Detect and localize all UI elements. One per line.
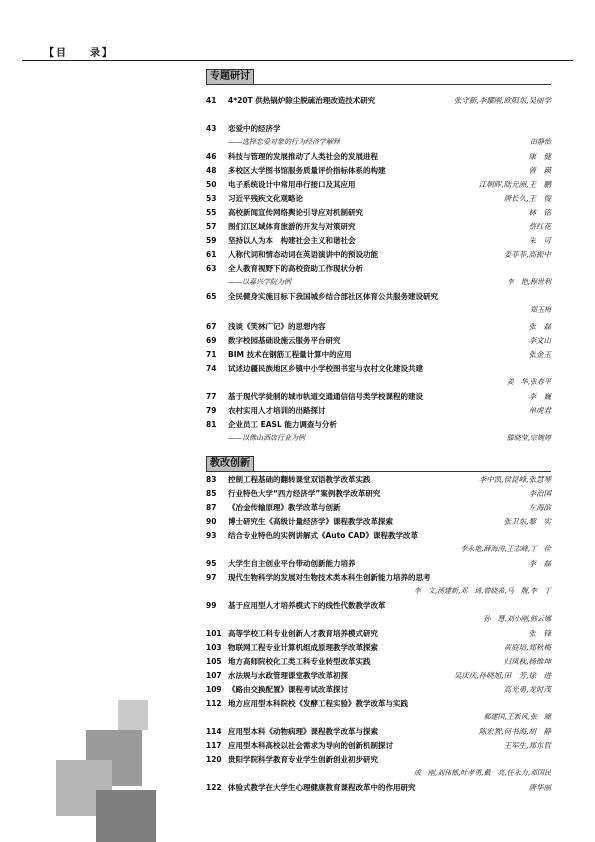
entry-title: 企业员工 EASL 能力调查与分析 [228, 420, 337, 429]
toc-entry[interactable] [206, 671, 551, 681]
page-number: 81 [206, 420, 217, 429]
entry-title: 数字校园基础设施云服务平台研究 [228, 336, 341, 345]
page-number: 79 [206, 406, 217, 415]
entry-title: 高校新闻宣传网络舆论引导应对机制研究 [228, 208, 363, 217]
page-number: 95 [206, 559, 217, 568]
page-number: 53 [206, 194, 217, 203]
page-number: 120 [206, 755, 222, 764]
entry-author: 归凤秋,杨维坤 [503, 657, 551, 666]
section-rule [206, 84, 551, 85]
toc-entry[interactable] [206, 180, 551, 190]
entry-author: 陈宏智,何书海,胡 静 [478, 727, 551, 736]
page-number: 103 [206, 643, 222, 652]
entry-title: 电子系统设计中常用串行接口及其应用 [228, 180, 356, 189]
toc-entry-subline [228, 433, 551, 443]
entry-title: 习近平残疾文化观略论 [228, 194, 303, 203]
toc-entry[interactable] [206, 152, 551, 162]
page-tag-right: 录】 [89, 48, 114, 59]
page-number: 46 [206, 152, 217, 161]
page-tag-left: 【目 [44, 48, 68, 59]
toc-entry[interactable] [206, 406, 551, 416]
entry-author: 姜菲菲,高振中 [503, 250, 551, 259]
page-number: 85 [206, 489, 217, 498]
toc-entry[interactable] [206, 755, 551, 765]
toc-entry[interactable] [206, 208, 551, 218]
entry-author: 姜 华,张春平 [506, 378, 551, 386]
entry-author: 江朝晖,陆元洲,王 鹏 [478, 180, 551, 189]
entry-title: 地方应用型本科院校《发酵工程实验》教学改革与实践 [228, 699, 408, 708]
entry-author: 林 铭 [528, 208, 551, 217]
entry-title: 贵阳学院科学教育专业学生创新创业初步研究 [228, 755, 378, 764]
page-number: 48 [206, 166, 217, 175]
page-number: 71 [206, 350, 217, 359]
header-rule [22, 60, 573, 61]
page-number: 74 [206, 364, 217, 373]
toc-entry[interactable] [206, 392, 551, 402]
page-number: 61 [206, 250, 217, 259]
entry-author: 张 磊 [528, 322, 551, 331]
entry-title: BIM 技术在钢筋工程量计算中的应用 [228, 350, 352, 359]
entry-title: 坚持以人为本 构建社会主义和谐社会 [228, 236, 356, 245]
entry-title: 浅谈《笑林广记》的思想内容 [228, 322, 326, 331]
toc-entry[interactable] [206, 336, 551, 346]
toc-entry[interactable] [206, 643, 551, 653]
entry-author: 张卫东,黎 实 [503, 517, 551, 526]
entry-title: 恋爱中的经济学 [228, 124, 281, 133]
entry-author: 唐华丽 [528, 783, 551, 792]
page-number: 97 [206, 573, 217, 582]
toc-entry[interactable] [206, 685, 551, 695]
page-number: 105 [206, 657, 222, 666]
entry-title: 《冶金传输原理》教学改革与创新 [228, 503, 341, 512]
toc-entry[interactable] [206, 727, 551, 737]
entry-subtitle: ——以嘉兴学院为例 [228, 278, 291, 286]
entry-title: 农村实用人才培训的出路探讨 [228, 406, 326, 415]
toc-entry[interactable] [206, 364, 551, 374]
toc-entry[interactable] [206, 96, 551, 106]
entry-title: 人称代词和情态动词在英语演讲中的预设功能 [228, 250, 378, 259]
page-number: 99 [206, 601, 217, 610]
toc-entry[interactable] [206, 531, 551, 541]
toc-entry[interactable] [206, 124, 551, 134]
entry-title: 应用型本科《动物病理》课程教学改革与探索 [228, 727, 378, 736]
toc-entry[interactable] [206, 699, 551, 709]
entry-title: 博士研究生《高级计量经济学》课程教学改革探索 [228, 517, 393, 526]
page-number: 122 [206, 783, 222, 792]
entry-title: 多校区大学图书馆服务质量评价指标体系的构建 [228, 166, 386, 175]
entry-author: 李永艳,薛海涛,王志峰,丁 俭 [460, 545, 551, 553]
toc-entry[interactable] [206, 489, 551, 499]
toc-entry[interactable] [206, 194, 551, 204]
toc-entry[interactable] [206, 657, 551, 667]
entry-author: 康 健 [528, 152, 551, 161]
entry-title: 现代生物科学的发展对生物技术类本科生创新能力培养的思考 [228, 573, 431, 582]
page-number: 63 [206, 264, 217, 273]
page-number: 57 [206, 222, 217, 231]
entry-title: 图们江区域体育旅游的开发与对策研究 [228, 222, 356, 231]
entry-title: 应用型本科高校以社会需求为导向的创新机制探讨 [228, 741, 393, 750]
page-number: 50 [206, 180, 217, 189]
page-number: 59 [206, 236, 217, 245]
entry-author: 黄庭培,郑秋梅 [503, 643, 551, 652]
entry-title: 全人教育视野下的高校资助工作现状分析 [228, 264, 363, 273]
entry-author: 蔡红花 [528, 222, 551, 231]
entry-title: 控制工程基础的翻转课堂双语教学改革实践 [228, 475, 371, 484]
entry-title: 行业特色大学“西方经济学”案例教学改革研究 [228, 489, 381, 498]
toc-entry[interactable] [206, 573, 551, 583]
entry-title: 基于应用型人才培养模式下的线性代数教学改革 [228, 601, 386, 610]
page-number: 43 [206, 124, 217, 133]
entry-author: 田静怡 [530, 138, 551, 146]
entry-title: 体验式教学在大学生心理健康教育课程改革中的作用研究 [228, 783, 416, 792]
page-number: 87 [206, 503, 217, 512]
toc-entry[interactable] [206, 420, 551, 430]
page-number: 109 [206, 685, 222, 694]
page-number: 65 [206, 292, 217, 301]
entry-author: 唐长久,王 俊 [503, 194, 551, 203]
entry-author: 左海滨 [528, 503, 551, 512]
toc-entry[interactable] [206, 503, 551, 513]
entry-author: 李中凯,侯昆峰,张慧琴 [478, 475, 551, 484]
entry-author: 单虎君 [528, 406, 551, 415]
page-number: 101 [206, 629, 222, 638]
toc-entry[interactable] [206, 292, 551, 302]
page-number: 69 [206, 336, 217, 345]
entry-author: 王军生,郑东哲 [503, 741, 551, 750]
toc-entry[interactable] [206, 264, 551, 274]
entry-author: 张金玉 [528, 350, 551, 359]
entry-author: 李文山 [528, 336, 551, 345]
toc-entry[interactable] [206, 629, 551, 639]
toc-entry[interactable] [206, 236, 551, 246]
entry-title: 结合专业特色的实例讲解式《Auto CAD》课程教学改革 [228, 531, 419, 540]
entry-author: 孙 慧,刘小刚,韩云娜 [483, 615, 551, 623]
entry-author: 李 磊 [528, 559, 551, 568]
page-number: 67 [206, 322, 217, 331]
entry-author: 李治国 [528, 489, 551, 498]
page-tag [44, 44, 114, 59]
toc-entry[interactable] [206, 350, 551, 360]
entry-author: 朱 可 [528, 236, 551, 245]
page-number: 114 [206, 727, 222, 736]
entry-title: 科技与管理的发展推动了人类社会的发展进程 [228, 152, 378, 161]
entry-title: 大学生自主创业平台带动创新能力培养 [228, 559, 356, 568]
entry-author: 郗建国,王新风,张 曈 [483, 713, 551, 721]
toc-entry[interactable] [206, 559, 551, 569]
page-number: 41 [206, 96, 217, 105]
entry-title: 地方高师院校化工类工科专业转型改革实践 [228, 657, 371, 666]
page-number: 83 [206, 475, 217, 484]
page-number: 55 [206, 208, 217, 217]
entry-author: 张 锋 [528, 629, 551, 638]
toc-entry-subline [228, 137, 551, 147]
entry-author: 高光勇,龙时茂 [503, 685, 551, 694]
section-title-teaching-reform: 教改创新 [206, 456, 254, 472]
toc-entry[interactable] [206, 741, 551, 751]
entry-author: 郑玉梅 [530, 306, 551, 314]
toc-entry[interactable] [206, 222, 551, 232]
entry-author: 成 刚,刘伟郁,叶孝勇,戴 亮,任永力,邓国民 [413, 769, 551, 777]
entry-author: 滕晓莹,宗婉婷 [506, 434, 551, 442]
section-rule [206, 471, 551, 472]
entry-title: 4*20T 供热锅炉除尘脱硫治理改造技术研究 [228, 96, 376, 105]
entry-title: 全民健身实施目标下我国城乡结合部社区体育公共服务建设研究 [228, 292, 438, 301]
toc-entry[interactable] [206, 166, 551, 176]
page-number: 112 [206, 699, 222, 708]
toc-entry[interactable] [206, 601, 551, 611]
page-number: 90 [206, 517, 217, 526]
page-number: 117 [206, 741, 222, 750]
entry-author: 李 艳,程世利 [506, 278, 551, 286]
section-title-special-topics: 专题研讨 [206, 69, 254, 85]
page-number: 107 [206, 671, 222, 680]
entry-author: 李 巍 [528, 392, 551, 401]
entry-title: 试述边疆民族地区乡镇中小学校图书室与农村文化建设共建 [228, 364, 423, 373]
entry-author: 张守新,李耀刚,欧阳东,吴丽学 [453, 96, 551, 105]
page-number: 93 [206, 531, 217, 540]
toc-entry[interactable] [206, 322, 551, 332]
page-number: 77 [206, 392, 217, 401]
toc-entry[interactable] [206, 250, 551, 260]
entry-title: 《路由交换配置》课程考试改革探讨 [228, 685, 348, 694]
entry-title: 高等学校工科专业创新人才教育培养模式研究 [228, 629, 378, 638]
toc-entry[interactable] [206, 517, 551, 527]
toc-entry[interactable] [206, 475, 551, 485]
entry-author: 曾 瑛 [528, 166, 551, 175]
decorative-square [118, 700, 148, 730]
toc-entry-subline [228, 277, 551, 287]
entry-subtitle: ——选择恋爱对象的行为经济学解释 [228, 138, 340, 146]
entry-author: 吴庆庆,孙晓旭,田 芳,徐 进 [453, 671, 551, 680]
entry-title: 基于现代学徒制的城市轨道交通通信信号类学校课程的建设 [228, 392, 423, 401]
toc-entry[interactable] [206, 783, 551, 793]
entry-author: 李 文,汤建新,邓 琦,曾晓希,马 靓,李 丁 [413, 587, 551, 595]
entry-title: 水法规与水政管理课堂教学改革初探 [228, 671, 348, 680]
entry-title: 物联网工程专业计算机组成原理教学改革探索 [228, 643, 378, 652]
decorative-square [96, 790, 156, 842]
entry-subtitle: ——以佛山酒店行业为例 [228, 434, 305, 442]
